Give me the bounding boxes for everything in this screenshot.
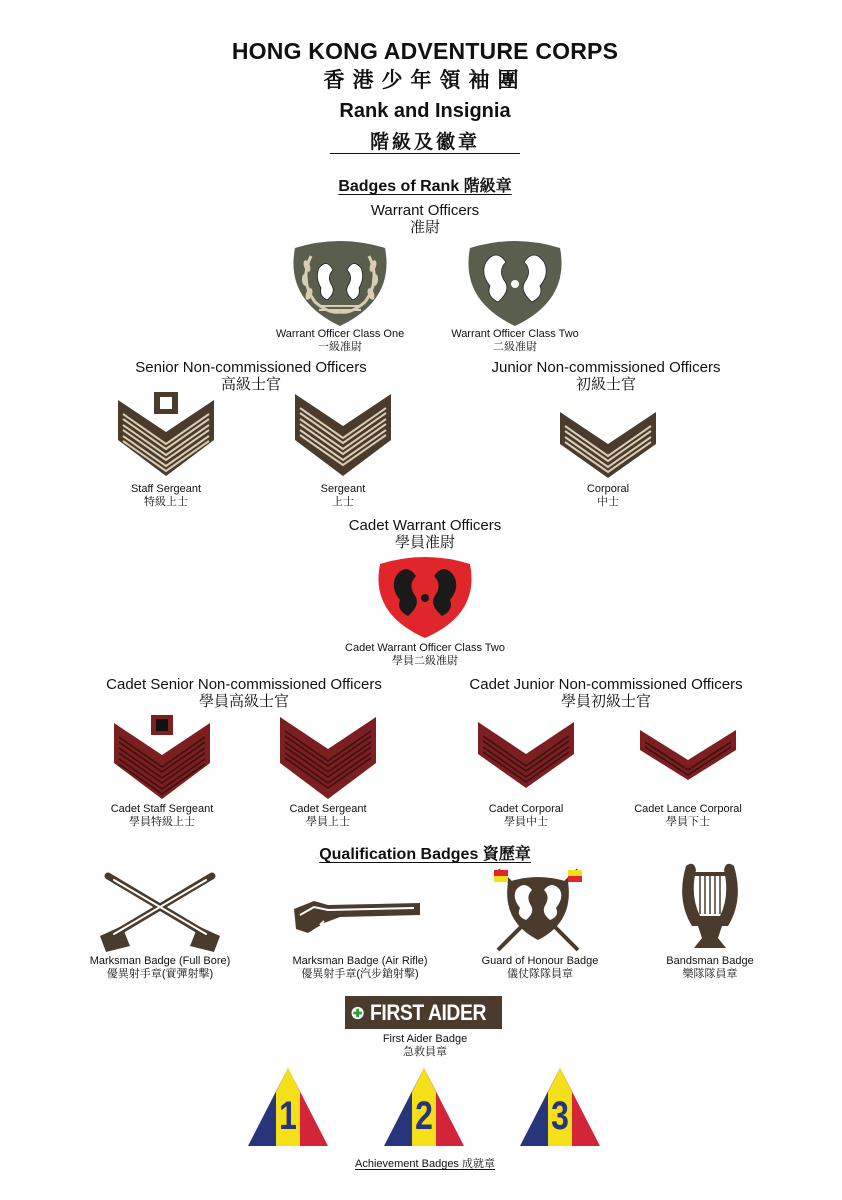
badge-caption-sergeant: Sergeant 上士 <box>320 483 366 508</box>
section-heading-rank: Badges of Rank 階級章 <box>338 178 512 195</box>
group-heading-senior-nco: Senior Non-commissioned Officers 高級士官 <box>135 359 367 393</box>
badge-caption-first-aider: First Aider Badge 急救員章 <box>382 1033 468 1058</box>
sergeant-chevrons <box>295 394 391 478</box>
group-heading-cadet-senior-nco: Cadet Senior Non-commissioned Officers 學員高級士官 <box>106 676 382 710</box>
corporal-chevrons <box>560 412 656 480</box>
group-heading-cadet-warrant-officers: Cadet Warrant Officers 學員准尉 <box>348 517 502 551</box>
title-divider <box>330 153 520 154</box>
badge-caption-guard-of-honour: Guard of Honour Badge 儀仗隊隊員章 <box>481 955 599 980</box>
bandsman-lyre-badge <box>676 860 744 952</box>
achievement-number-2: 2 <box>415 1094 433 1138</box>
page-subtitle: Rank and Insignia <box>339 100 511 122</box>
page-title: HONG KONG ADVENTURE CORPS <box>231 38 619 64</box>
cadet-lance-corporal-chevron <box>640 730 736 782</box>
badge-caption-cadet-wo2: Cadet Warrant Officer Class Two 學員二級准尉 <box>345 642 505 667</box>
cadet-warrant-officer-class-two-badge <box>374 556 476 640</box>
guard-of-honour-badge <box>490 866 586 954</box>
badge-caption-corporal: Corporal 中士 <box>586 483 630 508</box>
badge-caption-wo1: Warrant Officer Class One 一級准尉 <box>275 328 405 353</box>
achievement-number-3: 3 <box>551 1094 569 1138</box>
cadet-sergeant-chevrons <box>280 717 376 801</box>
marksman-air-rifle-badge <box>294 893 420 935</box>
badge-caption-wo2: Warrant Officer Class Two 二級准尉 <box>451 328 579 353</box>
cadet-corporal-chevrons <box>478 722 574 790</box>
marksman-full-bore-badge <box>100 866 220 954</box>
first-aider-text: FIRST AIDER <box>370 999 487 1025</box>
achievement-number-1: 1 <box>279 1094 297 1138</box>
section-heading-qualification: Qualification Badges 資歷章 <box>319 846 531 863</box>
badge-caption-cadet-sergeant: Cadet Sergeant 學員上士 <box>289 803 367 828</box>
staff-sergeant-chevrons <box>118 392 214 478</box>
badge-caption-marksman-full-bore: Marksman Badge (Full Bore) 優異射手章(實彈射擊) <box>89 955 231 980</box>
first-aider-badge <box>345 996 502 1029</box>
warrant-officer-class-one-badge <box>289 240 391 328</box>
achievement-badges-label: Achievement Badges 成就章 <box>354 1158 495 1170</box>
badge-caption-staff-sergeant: Staff Sergeant 特級上士 <box>130 483 202 508</box>
warrant-officer-class-two-badge <box>464 240 566 328</box>
badge-caption-cadet-staff-sergeant: Cadet Staff Sergeant 學員特級上士 <box>110 803 214 828</box>
group-heading-cadet-junior-nco: Cadet Junior Non-commissioned Officers 學員初級士官 <box>469 676 743 710</box>
badge-caption-cadet-lance-corporal: Cadet Lance Corporal 學員下士 <box>634 803 742 828</box>
page-subtitle-chinese: 階級及徽章 <box>369 132 480 153</box>
badge-caption-cadet-corporal: Cadet Corporal 學員中士 <box>488 803 564 828</box>
page-title-chinese: 香港少年領袖團 <box>323 69 527 92</box>
group-heading-junior-nco: Junior Non-commissioned Officers 初級士官 <box>491 359 721 393</box>
cadet-staff-sergeant-chevrons <box>114 715 210 801</box>
badge-caption-marksman-air-rifle: Marksman Badge (Air Rifle) 優異射手章(汽步鎗射擊) <box>292 955 428 980</box>
first-aid-cross-icon <box>351 999 364 1027</box>
group-heading-warrant-officers: Warrant Officers 准尉 <box>370 202 480 236</box>
badge-caption-bandsman: Bandsman Badge 樂隊隊員章 <box>666 955 754 980</box>
